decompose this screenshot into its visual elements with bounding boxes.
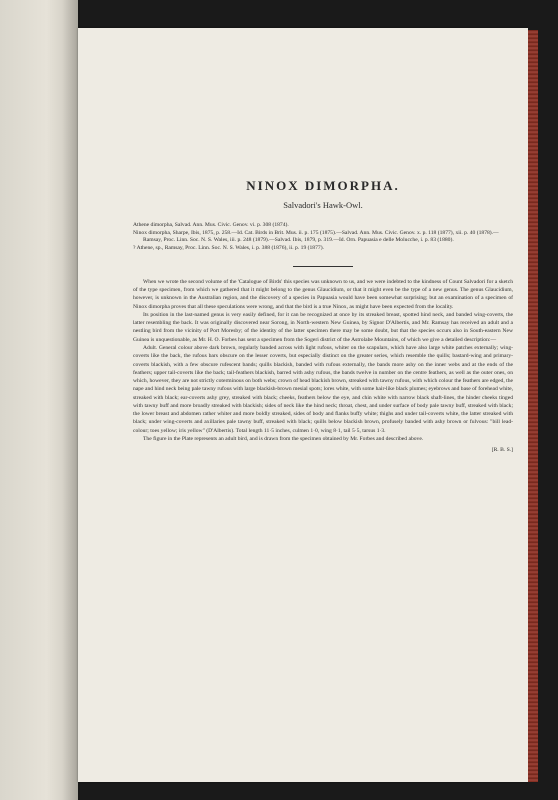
reference-item: ? Athene, sp., Ramsay, Proc. Linn. Soc. N. S. Wales, i. p. 388 (1876), ii. p. 19 (1877). [133,245,324,252]
body-paragraph: When we wrote the second volume of the 'Catalogue of Birds' this species was unknown to us, and we were indebted to the kindness of Count Salvadori for a sketch of the type specimen, from which we gathered that it might belong to the genus Glaucidium, or that it might even be the type of a new genus. The genus Glaucidium, however, is unknown in the Australian region, and the discovery of a species in Papuasia would have been somewhat surprising; but an examination of a specimen of Ninox dimorpha proves that all these speculations were wrong, and that the bird is a true Ninox, as might have been expected from the locality. [133,278,513,310]
body-text [133,278,513,443]
body-paragraph: Its position in the last-named genus is very easily defined, for it can be recognized at once by its streaked breast, spotted hind neck, and banded wing-coverts, the latter resembling the back. It was originally discovered near Sorong, in North-western New Guinea, by Signor D'Albertis, and Mr. Ramsay has received an adult and a nestling bird from the vicinity of Port Moresby; of the identity of the latter specimen there may be some doubt, but that the species occurs also in South-eastern New Guinea is unquestionable, as Mr. H. O. Forbes has sent a specimen from the Sogeri district of the Astrolabe Mountains, of which we give a detailed description:— [133,311,513,343]
page-title: NINOX DIMORPHA. [246,178,400,193]
page-edge-marbled [528,30,538,782]
body-paragraph: Adult. General colour above dark brown, regularly banded across with light rufous, whiter on the scapulars, which have also large white patches externally; wing-coverts like the back, the rufous bars obscure on the lesser coverts, but especially distinct on the greater series, which resemble the quills; bastard-wing and primary-coverts blackish, with a few obscure rufescent bands; quills blackish, banded with rufous externally, the bands more ashy on the inner webs and at the ends of the feathers; upper tail-coverts like the back; tail-feathers blackish, barred with ashy rufous, the bands twelve in number on the centre feathers, as well as the outer ones, on which, however, they are not strictly coterminous on both webs; crown of head blackish brown, streaked with tawny rufous, with which colour the feathers are edged, the nape and hind neck being pale tawny rufous with large blackish-brown mesial spots; lores white, with some hair-like black plumes; eyebrows and base of forehead white, streaked with black; ear-coverts ashy grey, streaked with black; cheeks, feathers below the eye, and chin white with narrow black shaft-lines, the hinder cheeks tinged with tawny buff and more broadly streaked with blackish; sides of neck like the hind neck; throat, chest, and under surface of body pale tawny buff, streaked with black; the lower breast and abdomen rather whiter and more boldly streaked, sides of body and flanks buffy white; thighs and under tail-coverts white, the latter streaked with black; under wing-coverts and axillaries pale tawny buff, streaked with black; quills below blackish brown, profusely banded with ashy brown or fulvous: "bill lead-colour; toes yellow; iris yellow" (D'Albertis). Total length 11·5 inches, culmen 1·0, wing 8·1, tail 5·5, tarsus 1·3. [133,345,513,434]
book-page [78,28,528,782]
references-block [133,222,513,253]
page-subtitle: Salvadori's Hawk-Owl. [283,200,363,210]
body-paragraph: The figure in the Plate represents an adult bird, and is drawn from the specimen obtained by Mr. Forbes and described above. [143,435,424,442]
author-signature: [R. B. S.] [491,447,513,454]
page-content [133,178,513,453]
reference-item: Athene dimorpha, Salvad. Ann. Mus. Civic. Genov. vi. p. 308 (1874). [133,222,289,228]
divider-rule [293,266,353,267]
reference-item: Ninox dimorpha, Sharpe, Ibis, 1875, p. 258.—Id. Cat. Birds in Brit. Mus. ii. p. 175 (1875).—Salvad. Ann. Mus. Civic. Genov. x. p. 118 (1877), xii. p. 40 (1878).—Ramsay, Proc. Linn. Soc. N. S. Wales, iii. p. 248 (1879).—Salvad. Ibis, 1879, p. 319.—Id. Orn. Papuasia e delle Molucche, i. p. 83 (1880). [133,229,499,244]
